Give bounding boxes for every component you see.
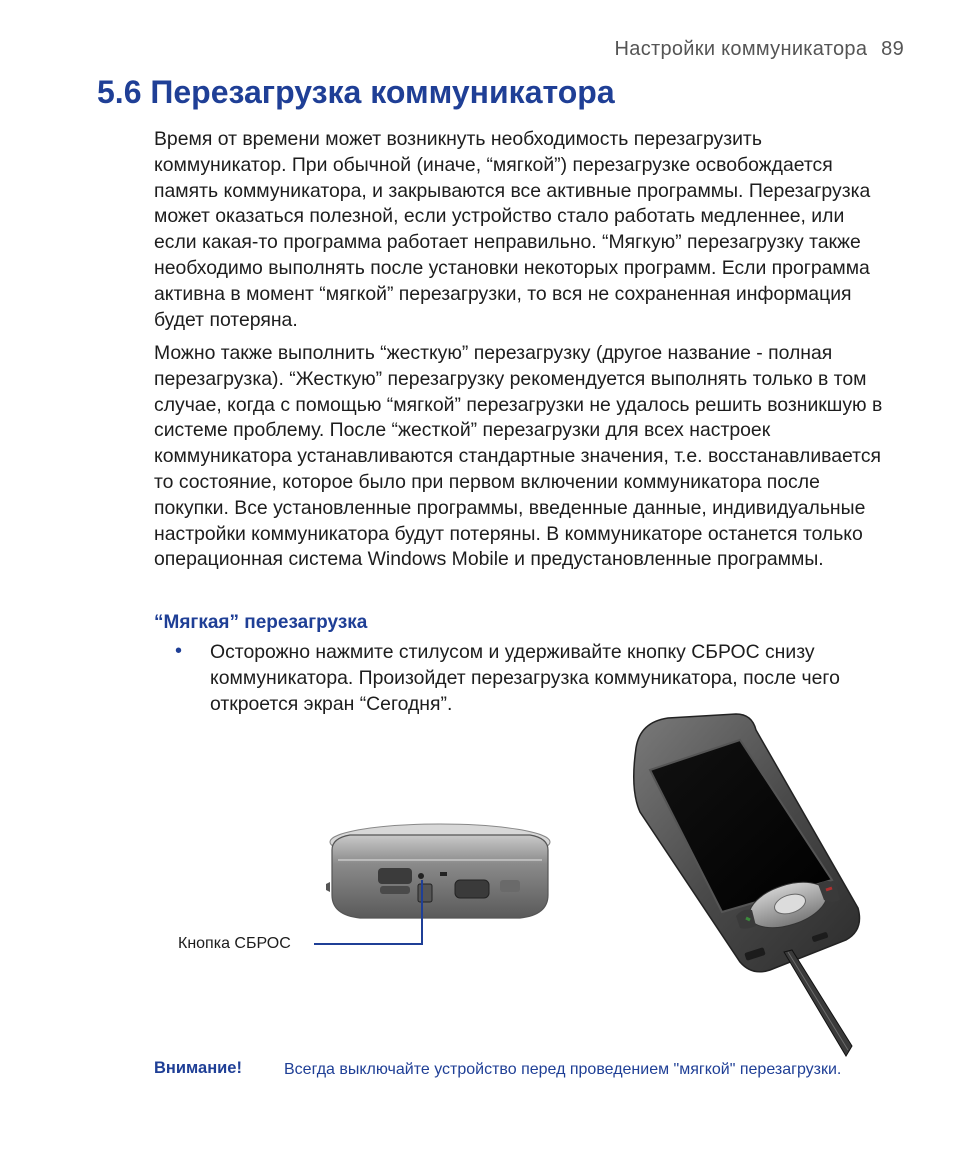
soft-reset-heading: “Мягкая” перезагрузка [154,612,368,633]
device-bottom-view [326,824,550,918]
hard-reset-paragraph: Можно также выполнить “жесткую” перезагрузку (другое название - полная перезагрузка). “Жесткую” перезагрузку рекомендуется выполнять только в том случае, когда с помощью “мягкой” перезагрузки не удалось решить возникшую в системе проблему. После “жесткой” перезагрузки для всех настроек коммуникатора устанавливаются стандартные значения, т.е. восстанавливается то состояние, которое было при первом включении коммуникатора после покупки. Все установленные программы, введенные данные, индивидуальные настройки коммуникатора будут потеряны. В коммуникаторе останется только операционная система Windows Mobile и предустановленные программы. [154,342,883,571]
running-header-section: Настройки коммуникатора [614,38,868,60]
reset-button-callout-label: Кнопка СБРОС [178,935,291,952]
soft-reset-step: Осторожно нажмите стилусом и удерживайте кнопку СБРОС снизу коммуникатора. Произойдет перезагрузка коммуникатора, после чего откроется экран “Сегодня”. [210,641,840,715]
warning-text: Всегда выключайте устройство перед проведением "мягкой" перезагрузки. [284,1061,842,1078]
intro-paragraph: Время от времени может возникнуть необходимость перезагрузить коммуникатор. При обычной (иначе, “мягкой”) перезагрузке освобождается память коммуникатора, и закрываются все активные программы. Перезагрузка может оказаться полезной, если устройство стало работать медленнее, или если какая-то программа работает неправильно. “Мягкую” перезагрузку также необходимо выполнять после установки некоторых программ. Если программа активна в момент “мягкой” перезагрузки, то вся не сохраненная информация будет потеряна. [154,128,871,331]
bullet-marker: • [175,640,183,662]
stylus [784,950,852,1056]
page-number: 89 [881,38,904,60]
reset-button-hole-icon [418,873,424,879]
device-front-view [634,714,860,972]
warning-label: Внимание! [154,1059,242,1077]
section-title: 5.6 Перезагрузка коммуникатора [97,74,615,110]
